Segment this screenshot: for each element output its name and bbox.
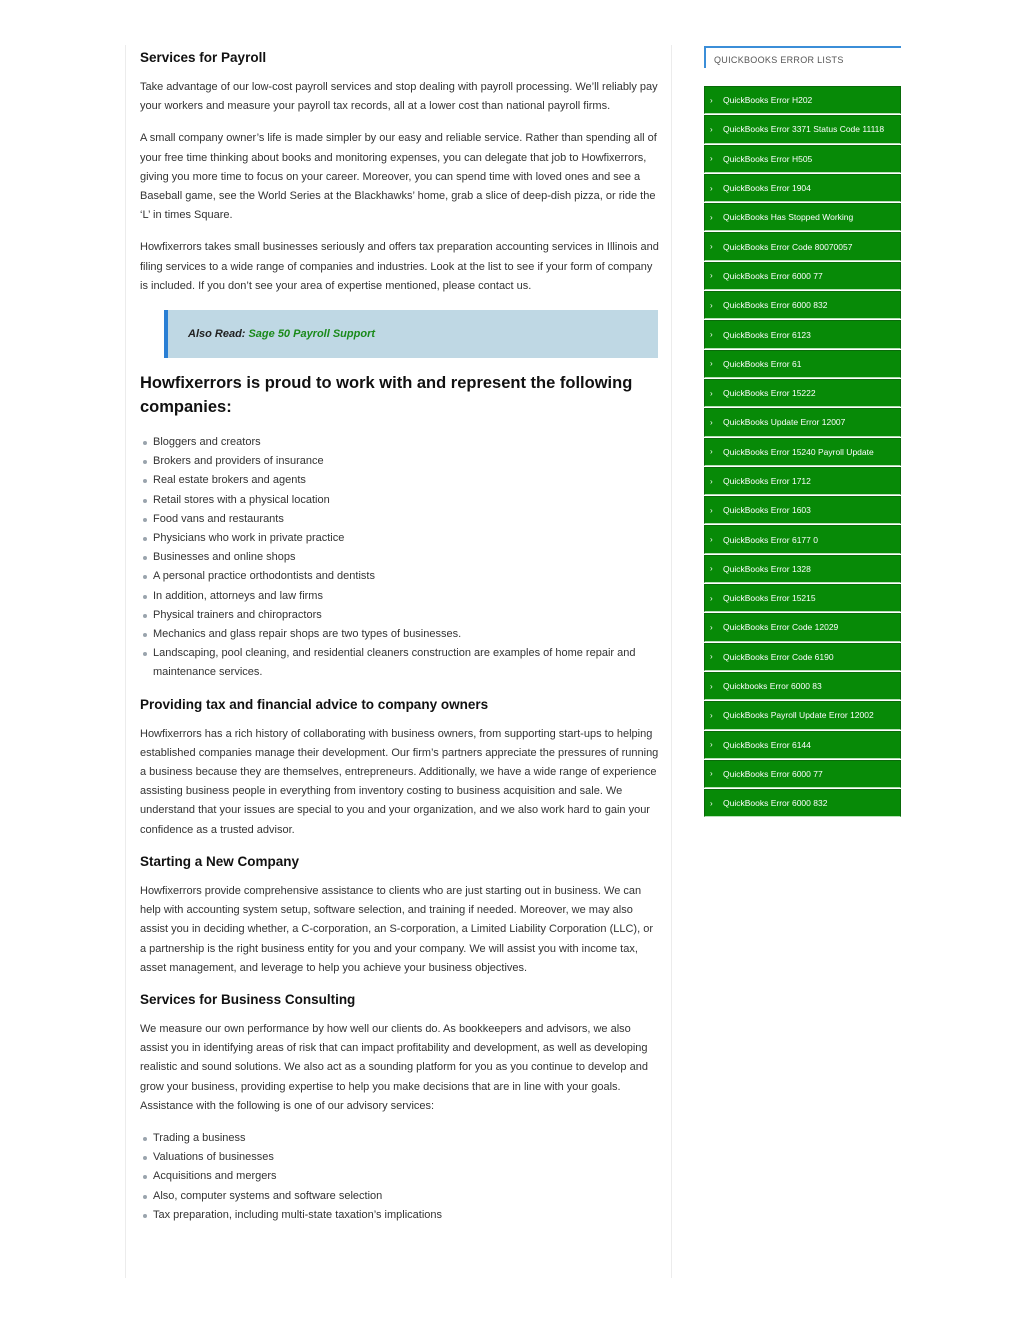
chevron-right-icon: › [710,330,713,340]
section-title-tax-advice: Providing tax and financial advice to company owners [140,696,489,712]
sidebar-link-label: QuickBooks Error 6000 832 [723,300,828,311]
sidebar-link-label: QuickBooks Error 6000 77 [723,270,823,281]
sidebar-link[interactable] [704,672,901,700]
list-item: Tax preparation, including multi-state taxation’s implications [140,1206,660,1225]
list-item: Trading a business [140,1129,660,1148]
chevron-right-icon: › [710,212,713,222]
section-title-consulting: Services for Business Consulting [140,991,356,1007]
payroll-paragraph-2: A small company owner’s life is made simpler by our easy and reliable service. Rather than spending all of your free time thinking about books and monitoring expenses, you can delegate that job to Howfixerrors, giving you more time to focus on your career. Moreover, you can spend time with loved ones and see a Baseball game, see the World Series at the Blackhawks’ home, grab a slice of deep-dish pizza, or ride the ‘L’ in times Square. [140,132,657,222]
chevron-right-icon: › [710,447,713,457]
list-item: Businesses and online shops [140,548,660,567]
sidebar-link-label: QuickBooks Error Code 12029 [723,622,839,633]
list-item: Retail stores with a physical location [140,491,660,510]
sidebar-link-label: QuickBooks Error 3371 Status Code 11118 [723,124,885,135]
advisory-services-list [140,1129,660,1225]
sidebar-link[interactable] [704,262,901,290]
chevron-right-icon: › [710,154,713,164]
sidebar-link[interactable] [704,379,901,407]
chevron-right-icon: › [710,769,713,779]
quickbooks-error-list [704,86,901,817]
sidebar-link[interactable] [704,86,901,114]
sidebar-title: QUICKBOOKS ERROR LISTS [704,46,901,68]
also-read-box [164,310,658,358]
sidebar-link-label: QuickBooks Error 6177 0 [723,534,818,545]
also-read-link[interactable]: Sage 50 Payroll Support [248,328,376,341]
sidebar-link[interactable] [704,467,901,495]
companies-list [140,433,660,683]
list-item: Physicians who work in private practice [140,529,660,548]
sidebar-link[interactable] [704,203,901,231]
sidebar-link[interactable] [704,145,901,173]
sidebar-link-label: QuickBooks Error 1328 [723,563,811,574]
list-item: Real estate brokers and agents [140,471,660,490]
sidebar-link-label: QuickBooks Error 6000 832 [723,798,828,809]
chevron-right-icon: › [710,740,713,750]
sidebar-link-label: QuickBooks Has Stopped Working [723,212,854,223]
sidebar-link-label: QuickBooks Error H202 [723,95,813,106]
chevron-right-icon: › [710,564,713,574]
list-item: Physical trainers and chiropractors [140,606,660,625]
sidebar-link-label: QuickBooks Payroll Update Error 12002 [723,710,874,721]
main-content-column [125,45,672,1278]
list-item: Also, computer systems and software selection [140,1187,660,1206]
sidebar [704,46,901,818]
sidebar-link-label: QuickBooks Error H505 [723,153,813,164]
sidebar-link-label: QuickBooks Error Code 80070057 [723,241,853,252]
sidebar-link-label: QuickBooks Error 6123 [723,329,811,340]
sidebar-link[interactable] [704,643,901,671]
chevron-right-icon: › [710,417,713,427]
sidebar-link[interactable] [704,760,901,788]
sidebar-link[interactable] [704,232,901,260]
section-title-payroll: Services for Payroll [140,50,267,65]
chevron-right-icon: › [710,388,713,398]
section-title-new-company: Starting a New Company [140,853,300,869]
chevron-right-icon: › [710,593,713,603]
sidebar-link[interactable] [704,291,901,319]
sidebar-link[interactable] [704,555,901,583]
consulting-paragraph: We measure our own performance by how well our clients do. As bookkeepers and advisors, we also assist you in identifying areas of risk that can impact profitability and development, as well as developing realistic and sound solutions. We also act as a sounding platform for you as you continue to develop and grow your business, providing expertise to help you make decisions that are in line with your goals. Assistance with the following is one of our advisory services: [140,1022,648,1112]
chevron-right-icon: › [710,271,713,281]
sidebar-link[interactable] [704,115,901,143]
sidebar-link[interactable] [704,789,901,817]
sidebar-link[interactable] [704,701,901,729]
chevron-right-icon: › [710,242,713,252]
chevron-right-icon: › [710,300,713,310]
sidebar-link-label: QuickBooks Error 1603 [723,505,811,516]
chevron-right-icon: › [710,183,713,193]
list-item: Mechanics and glass repair shops are two types of businesses. [140,625,660,644]
chevron-right-icon: › [710,652,713,662]
chevron-right-icon: › [710,359,713,369]
sidebar-link-label: QuickBooks Update Error 12007 [723,417,846,428]
sidebar-link-label: QuickBooks Error 1712 [723,476,811,486]
sidebar-link-label: QuickBooks Error 61 [723,358,802,369]
list-item: Valuations of businesses [140,1148,660,1167]
chevron-right-icon: › [710,535,713,545]
sidebar-link[interactable] [704,584,901,612]
sidebar-link-label: QuickBooks Error Code 6190 [723,651,834,662]
article [140,45,660,1225]
sidebar-link-label: Quickbooks Error 6000 83 [723,681,822,692]
list-item: In addition, attorneys and law firms [140,587,660,606]
chevron-right-icon: › [710,681,713,691]
sidebar-link-label: QuickBooks Error 15240 Payroll Update [723,446,874,457]
sidebar-link[interactable] [704,174,901,202]
also-read-label: Also Read: [188,328,246,341]
companies-heading: Howfixerrors is proud to work with and represent the following companies: [140,374,633,417]
chevron-right-icon: › [710,95,713,105]
list-item: A personal practice orthodontists and dentists [140,567,660,586]
sidebar-link-label: QuickBooks Error 1904 [723,183,811,194]
chevron-right-icon: › [710,710,713,720]
sidebar-link[interactable] [704,350,901,378]
sidebar-link-label: QuickBooks Error 6000 77 [723,768,823,779]
list-item: Bloggers and creators [140,433,660,452]
chevron-right-icon: › [710,798,713,808]
sidebar-link[interactable] [704,320,901,348]
sidebar-link[interactable] [704,731,901,759]
chevron-right-icon: › [710,476,713,486]
sidebar-link-label: QuickBooks Error 15222 [723,388,816,399]
chevron-right-icon: › [710,622,713,632]
payroll-paragraph-3: Howfixerrors takes small businesses seriously and offers tax preparation accounting services in Illinois and filing services to a wide range of companies and industries. Look at the list to see if your form of company is included. If you don’t see your area of expertise mentioned, please contact us. [140,241,659,292]
sidebar-link-label: QuickBooks Error 6144 [723,739,811,750]
sidebar-link[interactable] [704,496,901,524]
sidebar-link-label: QuickBooks Error 15215 [723,593,816,604]
chevron-right-icon: › [710,124,713,134]
tax-advice-paragraph: Howfixerrors has a rich history of collaborating with business owners, from supporting start-ups to helping established companies manage their development. Our firm’s partners appreciate the pressures of running a business because they are themselves, entrepreneurs. Additionally, we have a wide range of experience assisting business people in everything from inventory costing to business acquisition and sale. We understand that your issues are special to you and your organization, and we also work hard to gain your confidence as a trusted advisor. [140,727,659,836]
list-item: Acquisitions and mergers [140,1167,660,1186]
sidebar-link[interactable] [704,613,901,641]
list-item: Brokers and providers of insurance [140,452,660,471]
new-company-paragraph: Howfixerrors provide comprehensive assistance to clients who are just starting out in business. We can help with accounting system setup, software selection, and training if needed. Moreover, we may also assist you in deciding whether, a C-corporation, an S-corporation, a Limited Liability Corporation (LLC), or a partnership is the right business entity for you and your company. We will assist you with income tax, asset management, and leverage to help you achieve your business objectives. [140,884,653,974]
list-item: Food vans and restaurants [140,510,660,529]
payroll-paragraph-1: Take advantage of our low-cost payroll services and stop dealing with payroll processing. We’ll reliably pay your workers and measure your payroll tax records, all at a lower cost than national payroll firms. [140,81,658,113]
sidebar-link[interactable] [704,525,901,553]
sidebar-link[interactable] [704,438,901,466]
sidebar-link[interactable] [704,408,901,436]
list-item: Landscaping, pool cleaning, and residential cleaners construction are examples of home repair and maintenance services. [140,644,660,682]
chevron-right-icon: › [710,505,713,515]
